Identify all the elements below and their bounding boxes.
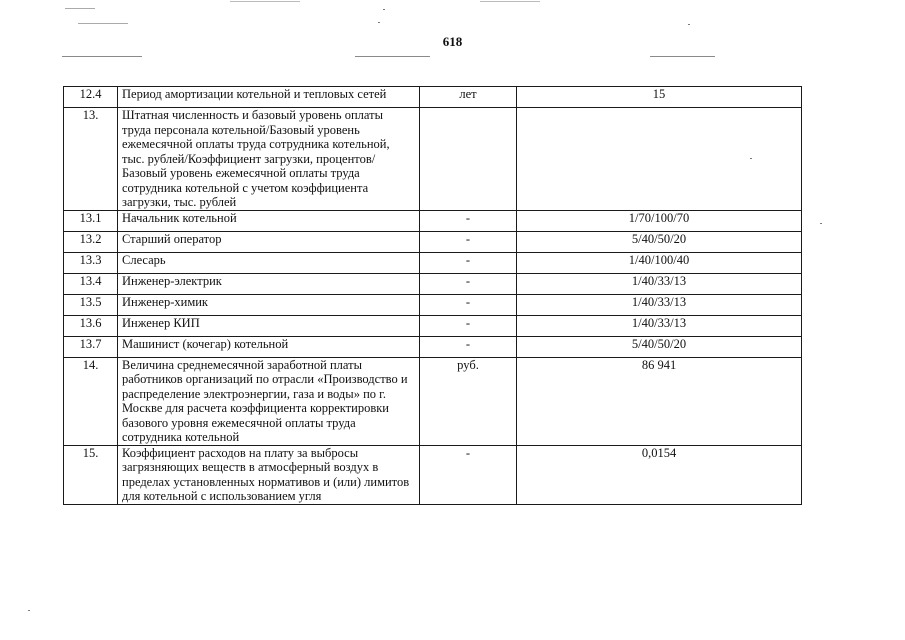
row-name: Инженер КИП xyxy=(118,315,420,336)
row-number: 13.1 xyxy=(64,210,118,231)
table-row xyxy=(64,252,802,273)
row-value: 1/40/33/13 xyxy=(517,315,802,336)
table-row xyxy=(64,445,802,504)
row-unit: - xyxy=(420,231,517,252)
row-value: 0,0154 xyxy=(517,445,802,504)
row-unit: - xyxy=(420,294,517,315)
row-value: 1/70/100/70 xyxy=(517,210,802,231)
row-value: 86 941 xyxy=(517,357,802,445)
row-number: 13.7 xyxy=(64,336,118,357)
row-unit: руб. xyxy=(420,357,517,445)
row-value: 1/40/33/13 xyxy=(517,273,802,294)
row-number: 13.6 xyxy=(64,315,118,336)
row-name: Машинист (кочегар) котельной xyxy=(118,336,420,357)
scan-artifact xyxy=(62,56,142,57)
scan-artifact xyxy=(65,8,95,9)
row-name: Инженер-химик xyxy=(118,294,420,315)
table-row xyxy=(64,210,802,231)
row-name: Коэффициент расходов на плату за выбросы загрязняющих веществ в атмосферный воздух в пределах установленных нормативов и (или) лимитов для котельной с использованием угля xyxy=(118,445,420,504)
table-row xyxy=(64,231,802,252)
table-row xyxy=(64,294,802,315)
scan-artifact xyxy=(688,24,690,25)
row-unit: - xyxy=(420,336,517,357)
row-name: Инженер-электрик xyxy=(118,273,420,294)
row-name: Величина среднемесячной заработной платы работников организаций по отрасли «Производство и распределение электроэнергии, газа и воды» по г. Москве для расчета коэффициента корректировки базового уровня ежемесячной оплаты труда сотрудника котельной xyxy=(118,357,420,445)
row-value: 1/40/33/13 xyxy=(517,294,802,315)
row-unit: - xyxy=(420,445,517,504)
row-number: 12.4 xyxy=(64,87,118,108)
row-number: 13.2 xyxy=(64,231,118,252)
row-value: 1/40/100/40 xyxy=(517,252,802,273)
scan-artifact xyxy=(378,22,380,23)
row-value: 5/40/50/20 xyxy=(517,231,802,252)
table-row xyxy=(64,357,802,445)
tariff-parameters-table xyxy=(63,86,802,505)
row-number: 13.3 xyxy=(64,252,118,273)
row-unit: - xyxy=(420,210,517,231)
row-value: 5/40/50/20 xyxy=(517,336,802,357)
row-unit: - xyxy=(420,315,517,336)
scan-artifact xyxy=(820,223,822,224)
row-number: 13.5 xyxy=(64,294,118,315)
scan-artifact xyxy=(480,1,540,2)
scan-artifact xyxy=(230,1,300,2)
table-row xyxy=(64,273,802,294)
row-name: Период амортизации котельной и тепловых сетей xyxy=(118,87,420,108)
scan-artifact xyxy=(78,23,128,24)
row-name: Штатная численность и базовый уровень оплаты труда персонала котельной/Базовый уровень ежемесячной оплаты труда сотрудника котельной, тыс. рублей/Коэффициент загрузки, процентов/Базовый уровень ежемесячной оплаты труда сотрудника котельной с учетом коэффициента загрузки, тыс. рублей xyxy=(118,108,420,211)
table-row xyxy=(64,336,802,357)
row-value xyxy=(517,108,802,211)
table-row xyxy=(64,87,802,108)
row-number: 13.4 xyxy=(64,273,118,294)
table-row xyxy=(64,315,802,336)
row-value: 15 xyxy=(517,87,802,108)
row-number: 13. xyxy=(64,108,118,211)
scan-artifact xyxy=(355,56,430,57)
row-unit: лет xyxy=(420,87,517,108)
row-name: Слесарь xyxy=(118,252,420,273)
row-unit: - xyxy=(420,252,517,273)
row-number: 14. xyxy=(64,357,118,445)
scan-artifact xyxy=(383,9,385,10)
scan-artifact xyxy=(650,56,715,57)
page-number: 618 xyxy=(442,34,463,49)
row-name: Старший оператор xyxy=(118,231,420,252)
table-row xyxy=(64,108,802,211)
scan-artifact xyxy=(28,610,30,611)
row-unit: - xyxy=(420,273,517,294)
row-number: 15. xyxy=(64,445,118,504)
row-name: Начальник котельной xyxy=(118,210,420,231)
row-unit xyxy=(420,108,517,211)
